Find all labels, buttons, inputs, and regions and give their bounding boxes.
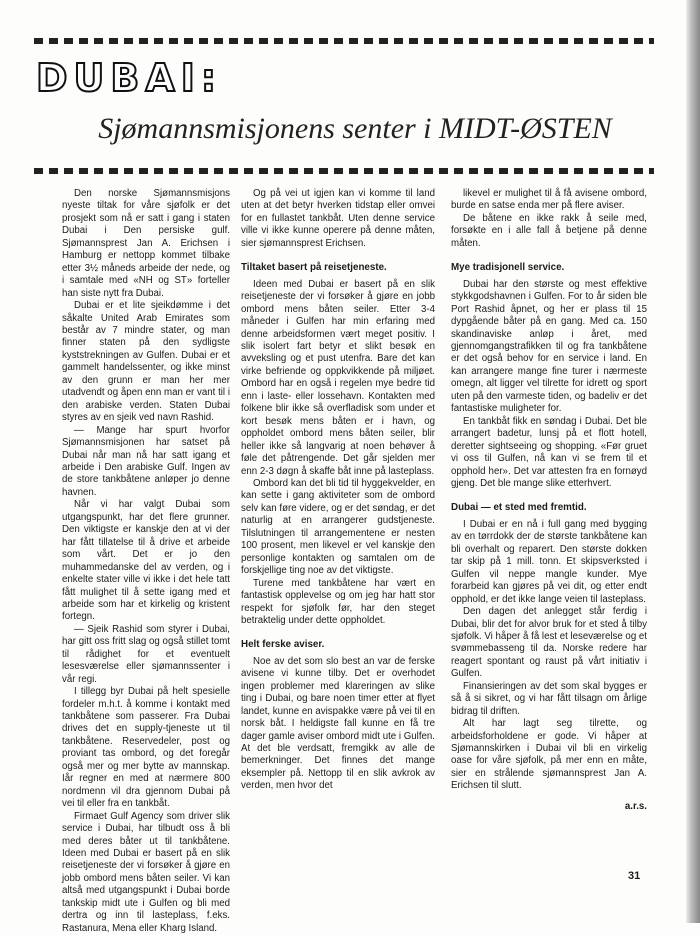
section-heading: Helt ferske aviser. <box>241 639 325 651</box>
paragraph: Og på vei ut igjen kan vi komme til land uten at det betyr hverken tidstap eller omvei for en fullastet tankbåt. Uten denne service ville vi ikke kunne operere på denne måten, sier sjømannsprest Erichsen. <box>241 188 435 249</box>
paragraph: Turene med tankbåtene har vært en fantastisk opplevelse og om jeg har hatt stor respekt for sjøfolk før, har den steget betraktelig under dette oppholdet. <box>241 577 435 626</box>
section-heading: Dubai — et sted med fremtid. <box>451 502 587 514</box>
author-signature: a.r.s. <box>624 800 647 812</box>
page-edge-shadow <box>686 0 700 923</box>
paragraph: Dubai er et lite sjeikdømme i det såkalte United Arab Emirates som består av 7 mindre stater, og man finner staten på den sydligste kyststrekningen av Gulfen. Dubai er et gammelt handelssenter, og ikke minst av den grunn er man her mer utadvendt og åpen enn man er vant til i den arabiske verden. Staten Dubai styres av en sjeik ved navn Rashid. <box>62 300 230 424</box>
page-title: DUBAI: <box>36 56 223 100</box>
paragraph: Ideen med Dubai er basert på en slik reisetjeneste der vi forsøker å gjøre en jobb ombord mens båten seiler. Etter 3-4 måneder i Gulfen har min erfaring med denne arbeidsformen vært meget positiv. I slik isolert fart betyr et slikt besøk en avveksling og et pust utenfra. Bare det kan virke befriende og oppkvikkende på miljøet. Ombord har en også i regelen mye bedre tid enn i laste- eller lossehavn. Kontakten med folkene blir ikke så overfladisk som under et kort besøk mens båten er i havn, og oppholdet ombord mens båten seiler, blir heller ikke så langvarig at noen behøver å føle det påtrengende. Det går sjelden mer enn 2-3 døgn å skaffe båt inne på lasteplass. <box>241 278 435 477</box>
paragraph: En tankbåt fikk en søndag i Dubai. Det ble arrangert badetur, lunsj på et flott hotell, deretter sightseeing og shopping. «Før gruet vi oss til Gulfen, nå kan vi se frem til et opphold her». Det var attesten fra en fornøyd gjeng. Det ble mange slike etterhvert. <box>451 415 647 489</box>
paragraph: Ombord kan det bli tid til hyggekvelder, en kan sette i gang aktiviteter som de ombord selv kan føre videre, og er det søndag, er det naturlig at en arrangerer gudstjeneste. Tilslutningen til arrangementene er nesten 100 prosent, men likevel er vel kanskje den personlige kontakten og samtalen om de forskjellige ting noe av det viktigste. <box>241 477 435 577</box>
paragraph: Når vi har valgt Dubai som utgangspunkt, har det flere grunner. Den viktigste er kanskje den at vi der har fått tillatelse til å drive et arbeide som vårt. Det er jo den muhammedanske del av verden, og i enkelte stater ville vi ikke i det hele tatt fått mulighet til å sette igang med et arbeide som har et kirkelig og kristent fortegn. <box>62 499 230 623</box>
column-3 <box>451 188 647 813</box>
paragraph: I tillegg byr Dubai på helt spesielle fordeler m.h.t. å komme i kontakt med tankbåtene som passerer. Fra Dubai drives det en supply-tjeneste ut til tankbåtene. Reservedeler, post og proviant tas ombord, og det foregår også mer og mer bytte av mannskap. Iår regner en med at nærmere 800 nordmenn vil dra gjennom Dubai på vei til eller fra en tankbåt. <box>62 686 230 810</box>
paragraph: Alt har lagt seg tilrette, og arbeidsforholdene er gode. Vi håper at Sjømannskirken i Dubai vil bli en virkelig oase for våre sjøfolk, på mer enn en måte, sier en strålende sjømannsprest Jan A. Erichsen til slutt. <box>451 718 647 792</box>
paragraph: Firmaet Gulf Agency som driver slik service i Dubai, har tilbudt oss å bli med deres båter ut til tankbåtene. Ideen med Dubai er basert på en slik reisetjeneste der vi forsøker å gjøre en jobb ombord mens båten seiler. Vi kan altså med utgangspunkt i Dubai borde tankskip midt ute i Gulfen og bli med dertra og inn til lasteplass, f.eks. Rastanura, Mena eller Kharg Island. <box>62 810 230 934</box>
column-2 <box>241 188 435 793</box>
page-subtitle: Sjømannsmisjonens senter i MIDT-ØSTEN <box>98 112 612 145</box>
paragraph: De båtene en ikke rakk å seile med, forsøkte en i alle fall å betjene på denne måten. <box>451 212 647 249</box>
paragraph: Dubai har den største og mest effektive stykkgodshavnen i Gulfen. For to år siden ble Port Rashid åpnet, og her er plass til 15 dypgående båter på en gang. Med ca. 150 skandinaviske anløp i året, med gjennomgangstrafikken til og fra tankbåtene er det også behov for en service i land. En kan arrangere mange fine turer i nærmeste omegn, alt ligger vel tilrette for idrett og sport uten på den varmeste tiden, og badeliv er det fantastiske muligheter for. <box>451 278 647 415</box>
paragraph: Den norske Sjømannsmisjons nyeste tiltak for våre sjøfolk er det prosjekt som nå er satt i gang i staten Dubai i Den persiske gulf. Sjømannsprest Jan A. Erichsen i Hamburg er nettopp kommet tilbake etter 3½ måneds arbeide der nede, og i samtale med «NH og ST» forteller han siste nytt fra Dubai. <box>62 188 230 299</box>
top-dashed-rule <box>34 38 654 44</box>
page-number: 31 <box>628 870 641 882</box>
paragraph: I Dubai er en nå i full gang med bygging av en tørrdokk der de største tankbåtene kan bli overhalt og reparert. Den største dokken tar skip på 1 mill. tonn. Et skipsverksted i Gulfen vil neppe mangle kunder. Mye forarbeid kan gjøres på vei dit, og etter endt opphold, er det ikke lange veien til lasteplass. <box>451 518 647 605</box>
paragraph: Den dagen det anlegget står ferdig i Dubai, blir det for alvor bruk for et sted å tilby sjøfolk. Vi håper å få lest et leseværelse og et svømmebasseng til da. Norske redere har reagert spontant og raust på vårt initiativ i Gulfen. <box>451 606 647 680</box>
paragraph: — Sjeik Rashid som styrer i Dubai, har gitt oss fritt slag og også stillet tomt til rådighet for et eventuelt lesesværelse eller sjømannssenter i vår regi. <box>62 623 230 685</box>
paragraph: — Mange har spurt hvorfor Sjømannsmisjonen har satset på Dubai når man nå har satt igang et arbeide i Den arabiske Gulf. Ingen av de store tankbåtene anløper jo denne havnen. <box>62 424 230 498</box>
paragraph: Noe av det som slo best an var de ferske avisene vi kunne tilby. Det er overhodet ingen problemer med klareringen av slike ting i Dubai, og bare noen timer etter at flyet landet, kunne en avispakke være på vei til en norsk båt. I heldigste fall kunne en få tre dager gamle aviser ombord midt ute i Gulfen. At det ble verdsatt, fremgikk av alle de bemerkninger. Det finnes det mange eksempler på. Nettopp til en slik avkrok av verden, men hvor det <box>241 655 435 792</box>
bottom-dashed-rule <box>34 168 654 174</box>
section-heading: Mye tradisjonell service. <box>451 262 565 274</box>
paragraph: Finansieringen av det som skal bygges er så å si sikret, og vi har fått tilsagn om årlige bidrag til driften. <box>451 680 647 717</box>
column-1 <box>62 188 230 935</box>
paragraph: likevel er mulighet til å få avisene ombord, burde en satse enda mer på flere aviser. <box>451 188 647 212</box>
section-heading: Tiltaket basert på reisetjeneste. <box>241 262 387 274</box>
